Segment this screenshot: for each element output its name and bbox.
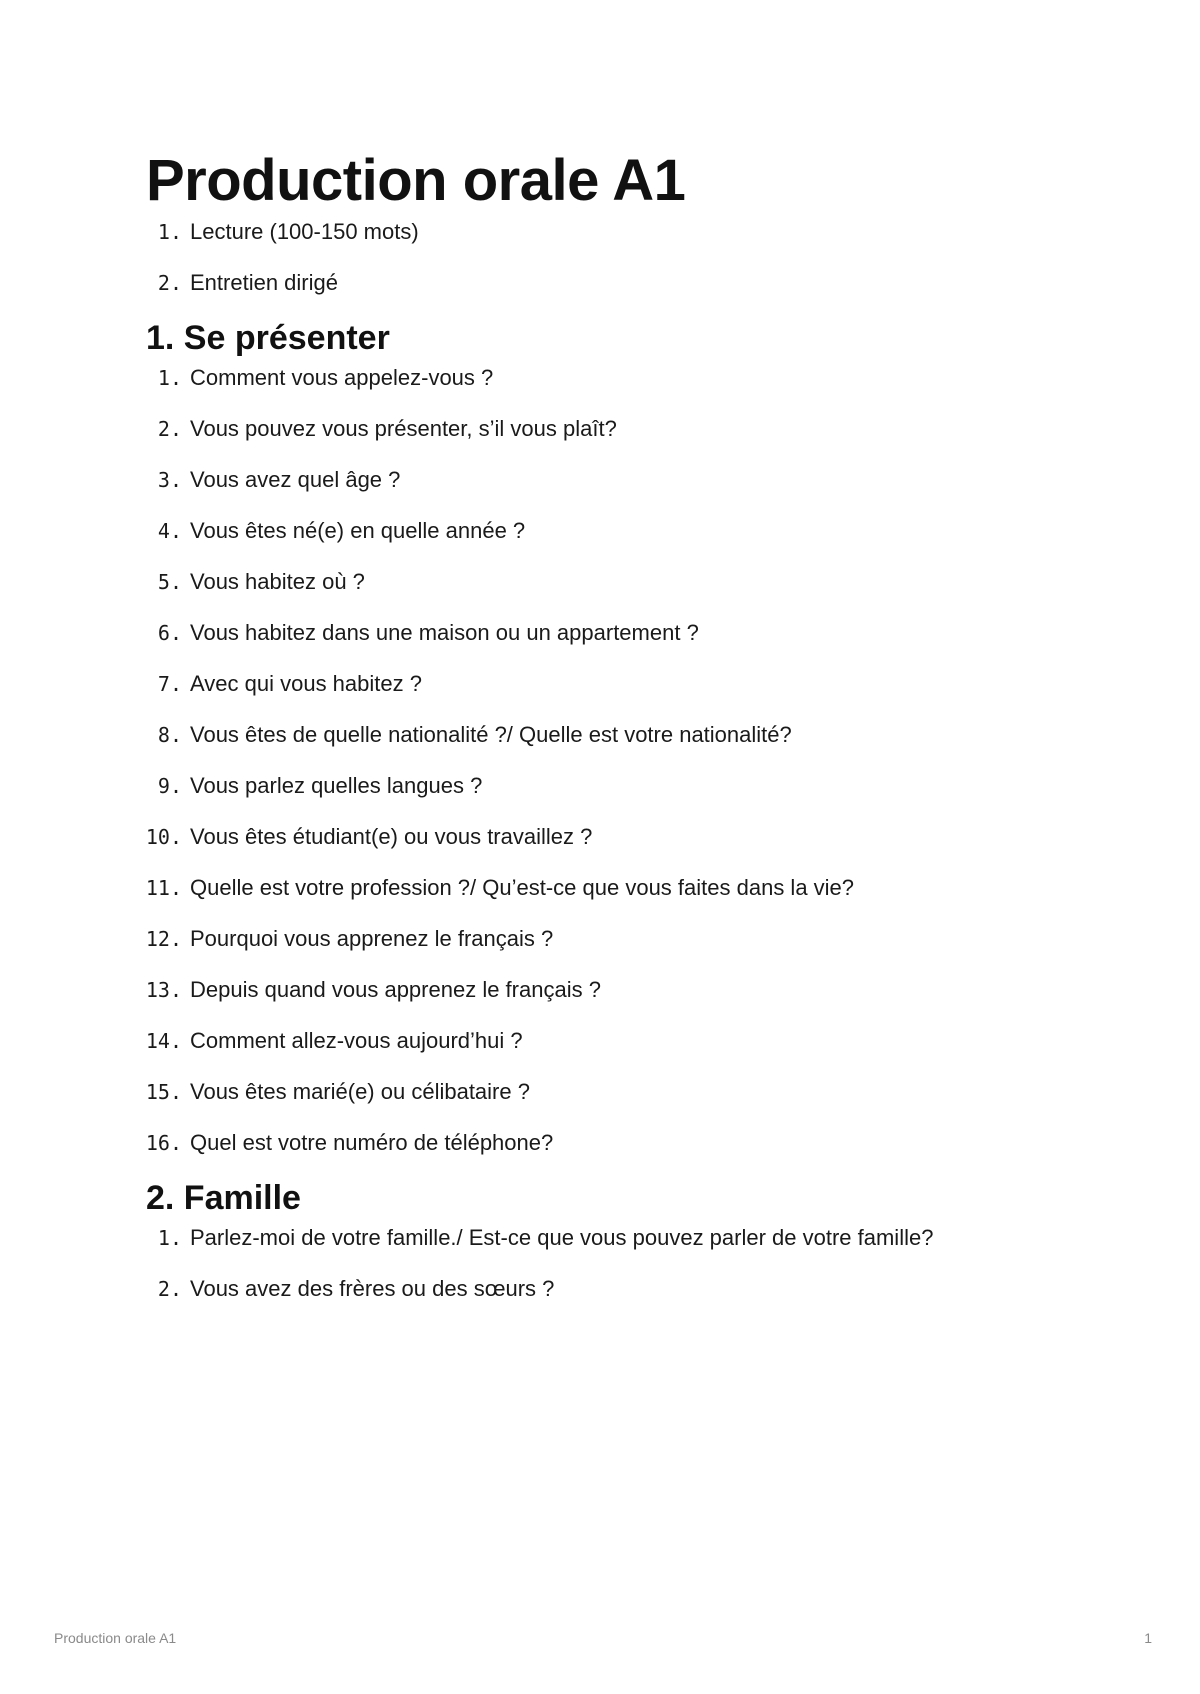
footer-document-title: Production orale A1 [54, 1630, 177, 1646]
list-number: 10. [145, 825, 182, 849]
list-item [146, 921, 1046, 957]
list-text: Pourquoi vous apprenez le français ? [190, 926, 554, 951]
list-item [146, 717, 1046, 753]
list-item [146, 564, 1046, 600]
list-number: 1. [157, 1226, 182, 1250]
list-item [146, 411, 1046, 447]
section-heading-famille: 2. Famille [146, 1179, 301, 1217]
list-text: Vous habitez dans une maison ou un appartement ? [190, 620, 699, 645]
list-item [146, 214, 1046, 250]
section-heading-se-presenter: 1. Se présenter [146, 319, 390, 357]
list-item [146, 1125, 1046, 1161]
list-number: 11. [145, 876, 182, 900]
list-item [146, 462, 1046, 498]
list-item [146, 666, 1046, 702]
list-text: Vous êtes étudiant(e) ou vous travaillez ? [190, 824, 593, 849]
list-text: Quel est votre numéro de téléphone? [190, 1130, 554, 1155]
list-item [146, 972, 1046, 1008]
list-item [146, 360, 1046, 396]
list-item [146, 513, 1046, 549]
list-text: Vous pouvez vous présenter, s’il vous plaît? [190, 416, 617, 441]
list-number: 6. [157, 621, 182, 645]
list-item [146, 1220, 1046, 1256]
list-text: Vous habitez où ? [190, 569, 365, 594]
list-number: 2. [157, 271, 182, 295]
list-number: 5. [157, 570, 182, 594]
list-number: 7. [157, 672, 182, 696]
list-number: 9. [157, 774, 182, 798]
list-text: Quelle est votre profession ?/ Qu’est-ce que vous faites dans la vie? [190, 875, 855, 900]
list-number: 2. [157, 1277, 182, 1301]
section-list-se-presenter [146, 360, 1046, 1161]
list-number: 15. [145, 1080, 182, 1104]
list-text: Vous êtes marié(e) ou célibataire ? [190, 1079, 530, 1104]
list-text: Vous avez quel âge ? [190, 467, 401, 492]
list-text: Vous parlez quelles langues ? [190, 773, 483, 798]
list-item [146, 1074, 1046, 1110]
footer-page-number: 1 [1144, 1630, 1152, 1646]
section-list-famille [146, 1220, 1046, 1307]
list-item [146, 1271, 1046, 1307]
list-number: 4. [157, 519, 182, 543]
list-text: Parlez-moi de votre famille./ Est-ce que vous pouvez parler de votre famille? [190, 1225, 934, 1250]
list-item [146, 615, 1046, 651]
list-text: Comment allez-vous aujourd’hui ? [190, 1028, 523, 1053]
list-text: Entretien dirigé [190, 270, 338, 295]
list-text: Vous avez des frères ou des sœurs ? [190, 1276, 555, 1301]
list-text: Lecture (100-150 mots) [190, 219, 419, 244]
list-number: 12. [145, 927, 182, 951]
page-content [146, 148, 1046, 1322]
list-text: Depuis quand vous apprenez le français ? [190, 977, 601, 1002]
list-text: Comment vous appelez-vous ? [190, 365, 494, 390]
list-number: 13. [145, 978, 182, 1002]
list-text: Vous êtes né(e) en quelle année ? [190, 518, 526, 543]
list-number: 14. [145, 1029, 182, 1053]
list-item [146, 265, 1046, 301]
list-item [146, 768, 1046, 804]
list-number: 1. [157, 220, 182, 244]
list-text: Avec qui vous habitez ? [190, 671, 422, 696]
list-number: 8. [157, 723, 182, 747]
list-number: 3. [157, 468, 182, 492]
list-number: 16. [145, 1131, 182, 1155]
list-text: Vous êtes de quelle nationalité ?/ Quelle est votre nationalité? [190, 722, 792, 747]
list-item [146, 819, 1046, 855]
list-number: 2. [157, 417, 182, 441]
list-item [146, 1023, 1046, 1059]
page-title: Production orale A1 [146, 148, 686, 213]
list-number: 1. [157, 366, 182, 390]
list-item [146, 870, 1046, 906]
intro-list [146, 214, 1046, 301]
